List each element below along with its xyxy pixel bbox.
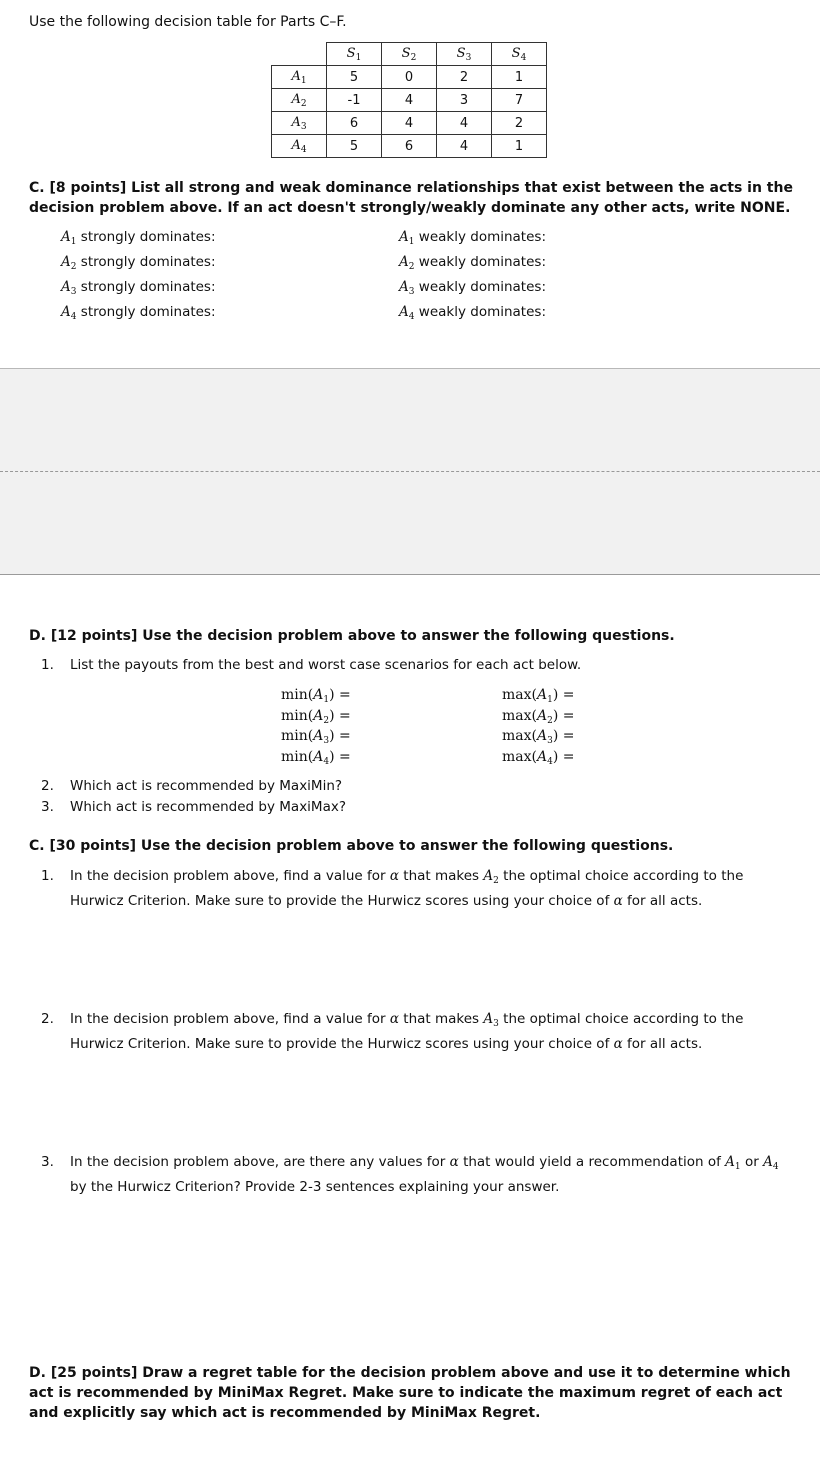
- d-question-3: Which act is recommended by MaxiMax?: [70, 799, 347, 815]
- a1-strong-line: $A_1$ strongly dominates:: [61, 229, 216, 247]
- state-header-s1: $S_1$: [327, 43, 382, 66]
- table-cell: 2: [492, 112, 547, 135]
- act-label: $A_2$: [272, 89, 327, 112]
- table-cell: 4: [437, 135, 492, 158]
- a2-strong-line: $A_2$ strongly dominates:: [61, 254, 216, 272]
- table-cell: 5: [327, 66, 382, 89]
- table-cell: 6: [327, 112, 382, 135]
- a4-weak-line: $A_4$ weakly dominates:: [399, 304, 546, 322]
- list-number: 3.: [41, 799, 54, 815]
- state-header-s3: $S_3$: [437, 43, 492, 66]
- act-label: $A_4$: [272, 135, 327, 158]
- a3-weak-line: $A_3$ weakly dominates:: [399, 279, 546, 297]
- state-header-s4: $S_4$: [492, 43, 547, 66]
- a4-strong-line: $A_4$ strongly dominates:: [61, 304, 216, 322]
- table-cell: 5: [327, 135, 382, 158]
- table-cell: 4: [437, 112, 492, 135]
- a1-weak-line: $A_1$ weakly dominates:: [399, 229, 546, 247]
- max-a4: $\max(A_4)$ =: [502, 748, 575, 767]
- table-cell: 0: [382, 66, 437, 89]
- c-question-2: In the decision problem above, find a value for α that makes $A_3$ the optimal choice according to the Hurwicz Criterion. Make sure to provide the Hurwicz scores using your choice of α for all acts.: [70, 1011, 744, 1052]
- weak-label: weakly dominates:: [418, 254, 546, 270]
- min-a3: $\min(A_3)$ =: [281, 728, 351, 746]
- table-row: [272, 89, 547, 112]
- table-row: [272, 135, 547, 158]
- min-a4: $\min(A_4)$ =: [281, 748, 351, 767]
- part-c-dominance-heading: C. [8 points] List all strong and weak dominance relationships that exist between the acts in the decision problem above. If an act doesn't strongly/weakly dominate any other acts, write NONE.: [29, 180, 793, 216]
- d-question-1: List the payouts from the best and worst case scenarios for each act below.: [70, 657, 582, 673]
- list-number: 3.: [41, 1154, 54, 1170]
- strong-label: strongly dominates:: [80, 279, 216, 295]
- a2-weak-line: $A_2$ weakly dominates:: [399, 254, 546, 272]
- table-cell: 1: [492, 135, 547, 158]
- page-break-dashed-line: [0, 471, 820, 472]
- table-cell: 7: [492, 89, 547, 112]
- table-cell: 4: [382, 89, 437, 112]
- strong-label: strongly dominates:: [80, 229, 216, 245]
- c-question-3: In the decision problem above, are there any values for α that would yield a recommendation of $A_1$ or $A_4$ by the Hurwicz Criterion? Provide 2-3 sentences explaining your answer.: [70, 1154, 779, 1195]
- list-number: 2.: [41, 778, 54, 794]
- weak-label: weakly dominates:: [418, 279, 546, 295]
- d-question-2: Which act is recommended by MaxiMin?: [70, 778, 343, 794]
- table-header-row: [272, 43, 547, 66]
- min-a2: $\min(A_2)$ =: [281, 707, 351, 726]
- part-c-hurwicz-heading: C. [30 points] Use the decision problem above to answer the following questions.: [29, 838, 674, 854]
- weak-label: weakly dominates:: [418, 304, 546, 320]
- weak-label: weakly dominates:: [418, 229, 546, 245]
- max-a1: $\max(A_1)$ =: [502, 687, 575, 705]
- table-cell: 4: [382, 112, 437, 135]
- strong-label: strongly dominates:: [80, 304, 216, 320]
- max-block: [502, 688, 575, 770]
- list-number: 2.: [41, 1011, 54, 1027]
- intro-text: Use the following decision table for Parts C–F.: [29, 14, 347, 30]
- list-number: 1.: [41, 868, 54, 884]
- max-a3: $\max(A_3)$ =: [502, 728, 575, 746]
- min-a1: $\min(A_1)$ =: [281, 687, 351, 705]
- table-cell: 6: [382, 135, 437, 158]
- max-a2: $\max(A_2)$ =: [502, 707, 575, 726]
- act-label: $A_1$: [272, 66, 327, 89]
- min-block: [281, 688, 351, 770]
- table-cell: 2: [437, 66, 492, 89]
- page-break-band: [0, 368, 820, 575]
- table-cell: 3: [437, 89, 492, 112]
- part-d-regret-heading: D. [25 points] Draw a regret table for the decision problem above and use it to determine which act is recommended by MiniMax Regret. Make sure to indicate the maximum regret of each act and explicitly say which act is recommended by MiniMax Regret.: [29, 1365, 791, 1421]
- act-label: $A_3$: [272, 112, 327, 135]
- table-cell: 1: [492, 66, 547, 89]
- table-cell: -1: [327, 89, 382, 112]
- table-row: [272, 66, 547, 89]
- list-number: 1.: [41, 657, 54, 673]
- strong-label: strongly dominates:: [80, 254, 216, 270]
- part-d-maximin-heading: D. [12 points] Use the decision problem above to answer the following questions.: [29, 628, 675, 644]
- decision-table: [271, 42, 547, 158]
- c-question-1: In the decision problem above, find a value for α that makes $A_2$ the optimal choice according to the Hurwicz Criterion. Make sure to provide the Hurwicz scores using your choice of α for all acts.: [70, 868, 744, 909]
- state-header-s2: $S_2$: [382, 43, 437, 66]
- table-corner: [272, 43, 327, 66]
- table-row: [272, 112, 547, 135]
- a3-strong-line: $A_3$ strongly dominates:: [61, 279, 216, 297]
